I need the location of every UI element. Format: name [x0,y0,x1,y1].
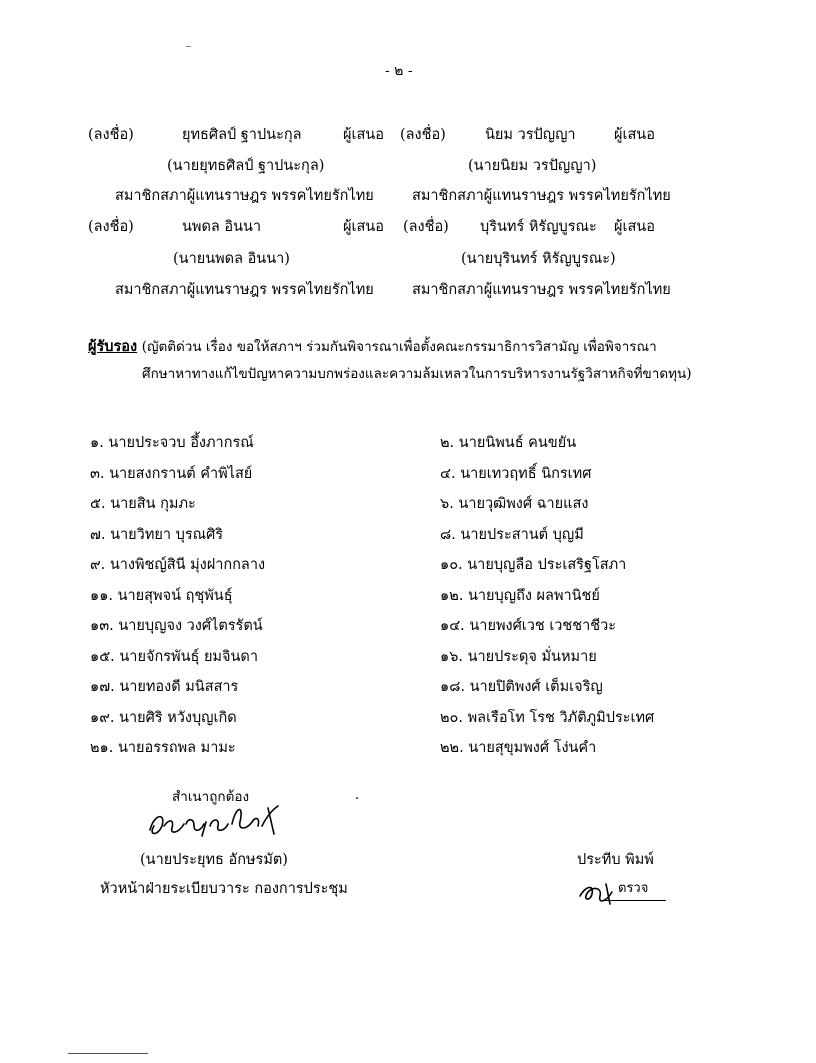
list-item: ๘. นายประสานต์ บุญมี [440,526,584,543]
list-item: ๒๒. นายสุขุมพงศ์ โง่นคำ [440,740,597,756]
page-number: - ๒ - [385,63,413,79]
list-item: ๕. นายสิน กุมภะ [90,496,196,512]
proposer-role: ผู้เสนอ [343,127,384,143]
list-item: ๑๑. นายสุพจน์ ฤชุพันธุ์ [90,587,233,604]
list-item: ๓. นายสงกรานต์ คำพิไสย์ [90,465,253,482]
endorsers-right-list [440,428,654,764]
list-item: ๒. นายนิพนธ์ คนขยัน [440,435,577,451]
list-item: ๗. นายวิทยา บุรณศิริ [90,526,224,543]
endorsers-heading: ผู้รับรอง [88,338,138,355]
proposer-position: สมาชิกสภาผู้แทนราษฎร พรรคไทยรักไทย [115,188,374,204]
proposer-full-name: (นายบุรินทร์ หิรัญบูรณะ) [461,251,616,267]
endorsers-heading-row [88,339,657,356]
proposer-full-name: (นายนพดล อินนา) [173,251,290,267]
certifier-signature [140,796,300,846]
endorsers-left-list [90,428,265,764]
checked-label: ตรวจ [618,881,649,896]
checker-underline [604,900,666,901]
list-item: ๒๑. นายอรรถพล มามะ [90,740,236,756]
list-item: ๖. นายวุฒิพงศ์ ฉายแสง [440,496,589,512]
proposer-role: ผู้เสนอ [614,219,655,235]
footer-rule [68,1053,148,1054]
list-item: ๑๘. นายปิติพงศ์ เต็มเจริญ [440,679,603,695]
certification-title: สำเนาถูกต้อง [172,789,250,805]
list-item: ๙. นางพิชญ์สินี มุ่งฝากกลาง [90,557,266,573]
motion-description-line1: (ญัตติด่วน เรื่อง ขอให้สภาฯ ร่วมกันพิจารณาเพื่อตั้งคณะกรรมาธิการวิสามัญ เพื่อพิจารณา [141,339,657,355]
list-item: ๑๖. นายประดุจ มั่นหมาย [440,648,597,665]
list-item: ๑๒. นายบุญถึง ผลพานิชย์ [440,587,600,604]
list-item: ๑๗. นายทองดี มนิสสาร [90,679,239,695]
list-item: ๑๙. นายศิริ หวังบุญเกิด [90,709,237,726]
sign-label: (ลงชื่อ) [400,127,446,143]
sign-label: (ลงชื่อ) [403,219,449,235]
typist-name: ประทีบ พิมพ์ [577,852,654,868]
list-item: ๑. นายประจวบ อึ้งภากรณ์ [90,435,254,451]
certifier-name: (นายประยุทธ อักษรมัต) [140,852,288,868]
proposer-signature-name: บุรินทร์ หิรัญบูรณะ [480,219,597,235]
list-item: ๑๐. นายบุญลือ ประเสริฐโสภา [440,557,627,573]
list-item: ๑๕. นายจักรพันธุ์ ยมจินดา [90,648,258,665]
sign-label: (ลงชื่อ) [88,127,134,143]
list-item: ๒๐. พลเรือโท โรช วิภัติภูมิประเทศ [440,709,655,726]
certifier-position: หัวหน้าฝ่ายระเบียบวาระ กองการประชุม [100,881,348,897]
motion-description-line2: ศึกษาหาทางแก้ไขปัญหาความบกพร่องและความล้มเหลวในการบริหารงานรัฐวิสาหกิจที่ขาดทุน) [142,366,692,382]
list-item: ๑๔. นายพงศ์เวช เวชชาชีวะ [440,618,617,634]
proposer-role: ผู้เสนอ [343,219,384,235]
proposer-role: ผู้เสนอ [614,127,655,143]
proposer-full-name: (นายนิยม วรปัญญา) [468,158,597,174]
list-item: ๑๓. นายบุญจง วงศ์ไตรรัตน์ [90,618,263,634]
proposer-position: สมาชิกสภาผู้แทนราษฎร พรรคไทยรักไทย [412,282,671,298]
list-item: ๔. นายเทวฤทธิ์ นิกรเทศ [440,465,592,482]
proposer-signature-name: ยุทธศิลป์ ฐาปนะกุล [182,127,302,143]
proposer-signature-name: นพดล อินนา [182,219,262,235]
sign-label: (ลงชื่อ) [88,219,134,235]
checker-initials-signature [576,878,620,908]
proposer-position: สมาชิกสภาผู้แทนราษฎร พรรคไทยรักไทย [412,188,671,204]
proposer-signature-name: นิยม วรปัญญา [485,127,576,143]
scan-mark [186,46,191,47]
scan-speck [356,797,358,799]
proposer-full-name: (นายยุทธศิลป์ ฐาปนะกุล) [167,158,325,174]
proposer-position: สมาชิกสภาผู้แทนราษฎร พรรคไทยรักไทย [115,282,374,298]
